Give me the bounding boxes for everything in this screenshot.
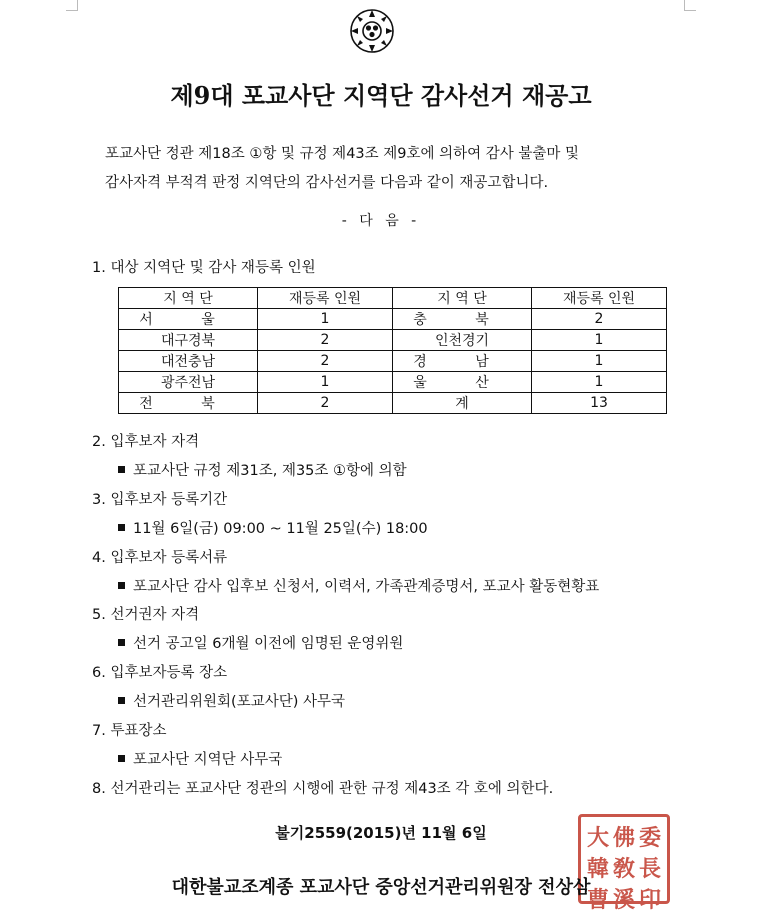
section-6-heading: 6. 입후보자등록 장소 [92,665,228,681]
region-table [118,287,667,414]
official-seal-stamp: 大 佛 委 韓 敎 長 曹 溪 印 [578,814,670,904]
table-cell: 1 [532,330,667,351]
intro-line-2: 감사자격 부적격 판정 지역단의 감사선거를 다음과 같이 재공고합니다. [105,175,549,191]
table-cell: 대전충남 [119,351,258,372]
corner-mark-right-h [684,10,696,11]
table-cell: 울 산 [393,372,532,393]
section-3-bullet [118,517,428,538]
table-row [119,372,667,393]
corner-mark-right-v [684,0,685,10]
bullet-square-icon [118,639,125,646]
section-1-heading: 1. 대상 지역단 및 감사 재등록 인원 [92,260,316,276]
section-8-heading: 8. 선거관리는 포교사단 정관의 시행에 관한 규정 제43조 각 호에 의한다. [92,781,554,797]
table-cell: 인천경기 [393,330,532,351]
table-header-row [119,288,667,309]
table-row [119,330,667,351]
section-7-heading: 7. 투표장소 [92,723,167,739]
intro-line-1: 포교사단 정관 제18조 ①항 및 규정 제43조 제9호에 의하여 감사 불출마 및 [105,146,580,162]
table-cell: 서 울 [119,309,258,330]
table-row [119,393,667,414]
table-cell: 2 [532,309,667,330]
table-cell: 계 [393,393,532,414]
corner-mark-left-h [66,10,78,11]
bullet-text: 선거 공고일 6개월 이전에 임명된 운영위원 [133,636,404,652]
bullet-square-icon [118,697,125,704]
section-2-bullet [118,459,407,480]
section-5-heading: 5. 선거권자 자격 [92,607,200,623]
document-title: 제9대 포교사단 지역단 감사선거 재공고 [170,81,592,110]
section-2-heading: 2. 입후보자 자격 [92,434,200,450]
bullet-text: 선거관리위원회(포교사단) 사무국 [133,694,346,710]
bullet-text: 포교사단 지역단 사무국 [133,752,283,768]
table-cell: 대구경북 [119,330,258,351]
section-5-bullet [118,632,403,653]
bullet-square-icon [118,524,125,531]
table-cell: 충 북 [393,309,532,330]
corner-mark-left-v [77,0,78,10]
section-7-bullet [118,748,282,769]
table-cell: 경 남 [393,351,532,372]
section-3-heading: 3. 입후보자 등록기간 [92,492,228,508]
section-6-bullet [118,690,345,711]
announcement-date: 불기2559(2015)년 11월 6일 [275,824,487,842]
table-cell: 1 [532,372,667,393]
table-header-cell: 재등록 인원 [532,288,667,309]
bullet-square-icon [118,755,125,762]
table-cell: 1 [258,372,393,393]
table-cell: 광주전남 [119,372,258,393]
bullet-square-icon [118,466,125,473]
table-cell: 13 [532,393,667,414]
section-4-bullet [118,575,599,596]
table-cell: 2 [258,393,393,414]
table-cell: 1 [532,351,667,372]
table-cell: 2 [258,330,393,351]
signature-line: 대한불교조계종 포교사단 중앙선거관리위원장 전상삼 [171,877,591,898]
bullet-text: 포교사단 감사 입후보 신청서, 이력서, 가족관계증명서, 포교사 활동현황표 [133,579,600,595]
intro-paragraph [105,140,685,198]
table-cell: 1 [258,309,393,330]
following-marker: - 다 음 - [341,213,421,229]
table-header-cell: 지 역 단 [393,288,532,309]
table-row [119,351,667,372]
table-cell: 전 북 [119,393,258,414]
bullet-square-icon [118,582,125,589]
table-cell: 2 [258,351,393,372]
table-row [119,309,667,330]
buddhist-emblem-icon [349,8,395,54]
table-header-cell: 재등록 인원 [258,288,393,309]
section-4-heading: 4. 입후보자 등록서류 [92,550,228,566]
table-header-cell: 지 역 단 [119,288,258,309]
bullet-text: 11월 6일(금) 09:00 ~ 11월 25일(수) 18:00 [133,521,428,537]
bullet-text: 포교사단 규정 제31조, 제35조 ①항에 의함 [133,463,407,479]
